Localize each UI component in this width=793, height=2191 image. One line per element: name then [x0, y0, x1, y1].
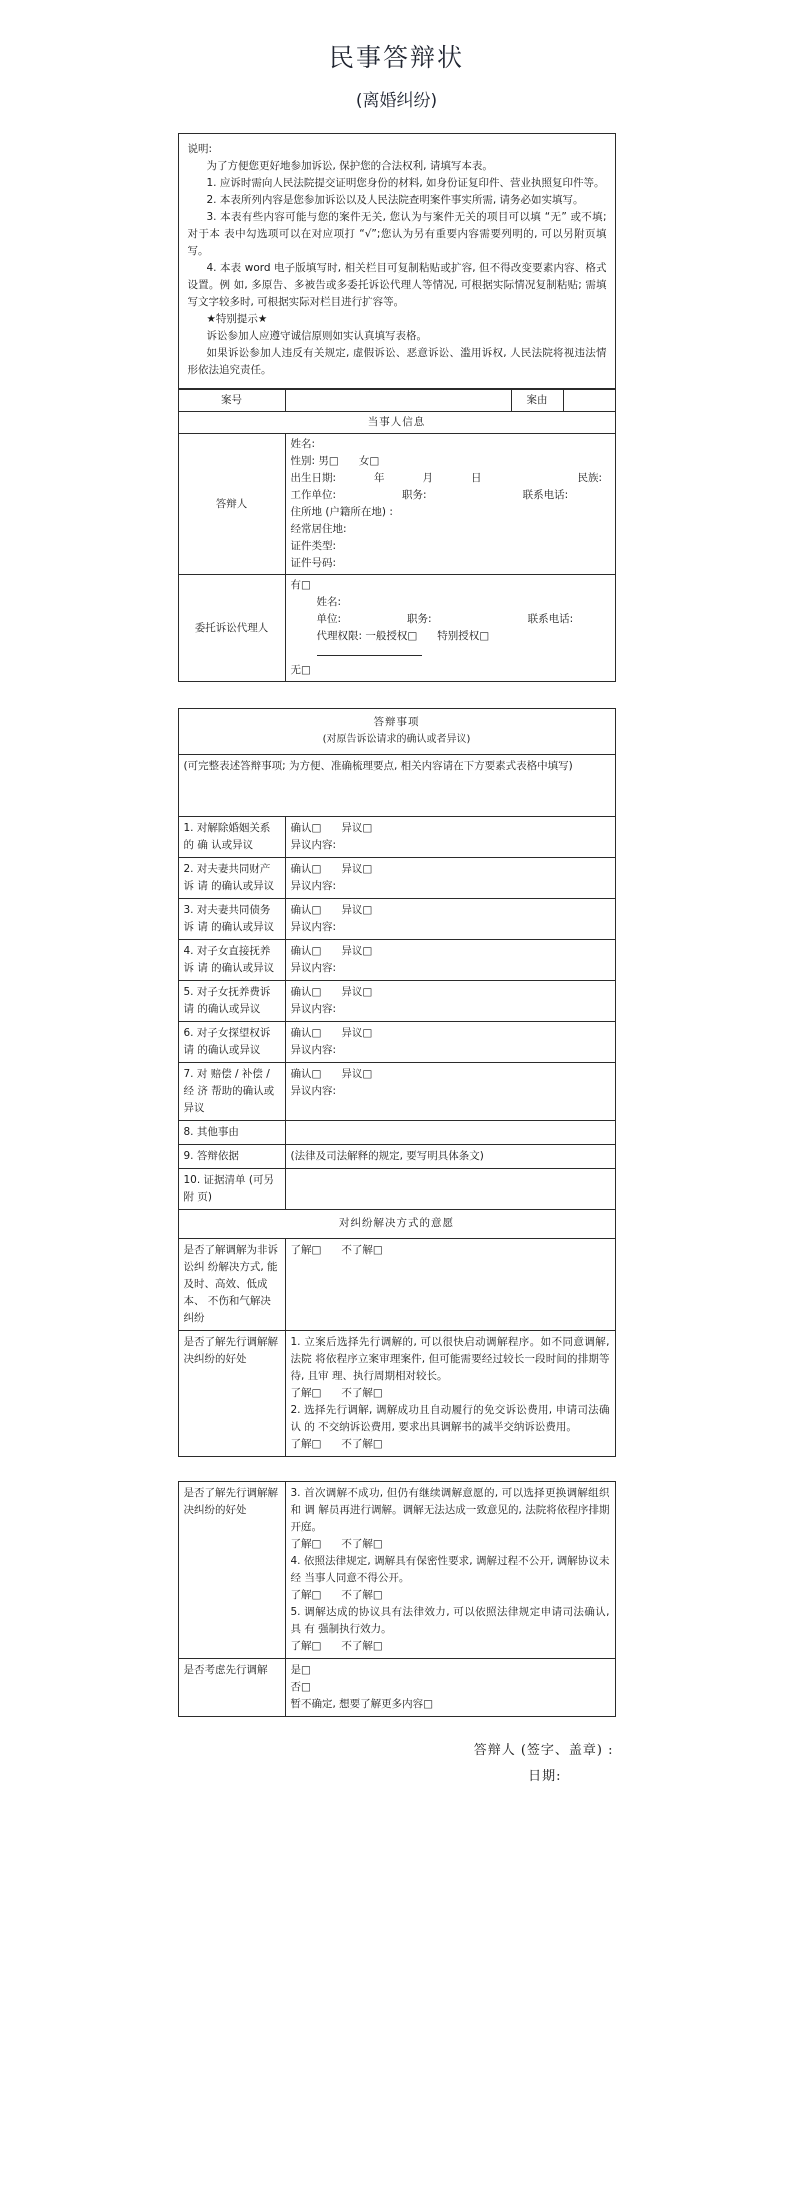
day-unit: 日	[471, 472, 482, 484]
defense-item-10-label: 10. 证据清单 (可另 附 页)	[178, 1169, 285, 1210]
date-line[interactable]: 日期:	[528, 1769, 562, 1785]
mediation-q3-options	[285, 1482, 615, 1659]
authority-detail-input[interactable]	[317, 645, 422, 656]
confirm-checkbox[interactable]: □	[311, 1027, 322, 1040]
defense-item-3-label: 3. 对夫妻共同债务诉 请 的确认或异议	[178, 899, 285, 940]
defense-free-note: (可完整表述答辩事项; 为方便、准确梳理要点, 相关内容请在下方要素式表格中填写)	[183, 760, 573, 773]
instructions-item-4: 4. 本表 word 电子版填写时, 相关栏目可复制粘贴或扩容, 但不得改变要素内容、格式设置。例 如, 多原告、多被告或多委托诉讼代理人等情况, 可根据实际情况复制粘贴; 需填写文字较多时, 可根据实际对栏目进行扩容等。	[187, 262, 607, 308]
objection-checkbox[interactable]: □	[362, 822, 373, 835]
confirm-label: 确认	[290, 1068, 312, 1081]
objection-content-label: 异议内容:	[290, 962, 337, 975]
table-row	[178, 1063, 615, 1121]
q3-know-checkbox-3[interactable]: □	[311, 1640, 322, 1653]
defense-free-text-area[interactable]	[178, 755, 615, 817]
instructions-item-2: 2. 本表所列内容是您参加诉讼以及人民法院查明案件事实所需, 请务必如实填写。	[206, 194, 584, 206]
objection-label: 异议	[341, 863, 363, 876]
instructions-item-1: 1. 应诉时需向人民法院提交证明您身份的材料, 如身份证复印件、营业执照复印件等。	[206, 177, 605, 189]
position-label: 职务:	[402, 489, 427, 501]
agent-label: 委托诉讼代理人	[178, 575, 285, 682]
field-gender	[291, 453, 610, 470]
defense-banner-subtitle: (对原告诉讼请求的确认或者异议)	[322, 734, 471, 745]
case-number-row	[178, 390, 615, 412]
year-unit: 年	[374, 472, 385, 484]
notice-line-2: 如果诉讼参加人违反有关规定, 虚假诉讼、恶意诉讼、滥用诉权, 人民法院将视违法情形依法追究责任。	[187, 347, 607, 376]
field-id-number: 证件号码:	[290, 557, 337, 569]
mediation-q2-options	[285, 1331, 615, 1457]
instructions-cell	[178, 134, 615, 389]
objection-content-label: 异议内容:	[290, 880, 337, 893]
q3-unknown-checkbox-2[interactable]: □	[372, 1589, 383, 1602]
q2-unknown-checkbox-2[interactable]: □	[372, 1438, 383, 1451]
special-notice-heading: ★特别提示★	[206, 313, 268, 325]
instructions-heading: 说明:	[187, 143, 213, 155]
q3-know-label: 了解	[290, 1538, 312, 1551]
agent-has-option	[291, 577, 610, 594]
agent-field-unit	[291, 611, 610, 628]
birth-label: 出生日期:	[290, 472, 337, 484]
confirm-checkbox[interactable]: □	[311, 1068, 322, 1081]
case-no-input[interactable]	[285, 390, 511, 412]
agent-unit-label: 单位:	[316, 613, 342, 625]
defense-item-1-value	[285, 817, 615, 858]
cause-label: 案由	[511, 390, 563, 412]
q2-unknown-label-2: 不了解	[341, 1438, 373, 1451]
q3-point-5: 5. 调解达成的协议具有法律效力, 可以依照法律规定申请司法确认, 具 有 强制执行效力。	[290, 1606, 610, 1636]
special-authority-label: 特别授权	[437, 630, 480, 642]
table-row	[178, 1121, 615, 1145]
objection-label: 异议	[341, 986, 363, 999]
respondent-row	[178, 434, 615, 575]
field-birth-date	[291, 470, 610, 487]
agent-has-label: 有	[290, 579, 301, 591]
mediation-q2-label: 是否了解先行调解解 决纠纷的好处	[178, 1331, 285, 1457]
respondent-fields	[285, 434, 615, 575]
defense-banner-title: 答辩事项	[373, 716, 420, 728]
table-row	[178, 858, 615, 899]
table-row	[178, 981, 615, 1022]
agent-row	[178, 575, 615, 682]
objection-label: 异议	[341, 904, 363, 917]
agent-position-label: 职务:	[407, 613, 432, 625]
confirm-checkbox[interactable]: □	[311, 863, 322, 876]
defense-item-2-label: 2. 对夫妻共同财产诉 请 的确认或异议	[178, 858, 285, 899]
signer-line[interactable]: 答辩人 (签字、盖章) :	[473, 1743, 614, 1759]
confirm-label: 确认	[290, 863, 312, 876]
table-row	[178, 1239, 615, 1331]
confirm-checkbox[interactable]: □	[311, 945, 322, 958]
table-row	[178, 940, 615, 981]
confirm-label: 确认	[290, 1027, 312, 1040]
defense-item-7-value	[285, 1063, 615, 1121]
defense-banner	[178, 709, 615, 755]
gender-female-label: 女	[358, 455, 370, 467]
q3-unknown-label-2: 不了解	[341, 1589, 373, 1602]
agent-authority-label: 代理权限: 一般授权	[316, 630, 408, 642]
page-subtitle: (离婚纠纷)	[355, 91, 438, 111]
q4-option-no[interactable]: 否□	[290, 1681, 311, 1694]
table-row	[178, 1145, 615, 1169]
table-row	[178, 1169, 615, 1210]
gender-label: 性别: 男	[290, 455, 329, 467]
q3-know-checkbox[interactable]: □	[311, 1538, 322, 1551]
table-row	[178, 817, 615, 858]
general-authority-checkbox[interactable]: □	[407, 630, 418, 642]
special-authority-checkbox[interactable]: □	[479, 630, 490, 642]
table-row	[178, 1331, 615, 1457]
table-row	[178, 899, 615, 940]
objection-label: 异议	[341, 822, 363, 835]
signature-block	[178, 1739, 616, 1784]
objection-content-label: 异议内容:	[290, 921, 337, 934]
q1-know-label: 了解	[290, 1244, 312, 1257]
objection-checkbox[interactable]: □	[362, 1027, 373, 1040]
objection-label: 异议	[341, 945, 363, 958]
objection-label: 异议	[341, 1027, 363, 1040]
q1-unknown-checkbox[interactable]: □	[372, 1244, 383, 1257]
defense-item-6-label: 6. 对子女探望权诉请 的确认或异议	[178, 1022, 285, 1063]
q2-point-1: 1. 立案后选择先行调解的, 可以很快启动调解程序。如不同意调解, 法院 将依程序立案审理案件, 但可能需要经过较长一段时间的排期等待, 且审 理、执行周期相对较长。	[290, 1336, 610, 1383]
defense-item-10-input[interactable]	[285, 1169, 615, 1210]
objection-checkbox[interactable]: □	[362, 863, 373, 876]
work-unit-label: 工作单位:	[290, 489, 337, 501]
field-work-unit	[291, 487, 610, 504]
field-name: 姓名:	[290, 438, 316, 450]
defense-item-5-label: 5. 对子女抚养费诉请 的确认或异议	[178, 981, 285, 1022]
confirm-label: 确认	[290, 945, 312, 958]
objection-label: 异议	[341, 1068, 363, 1081]
agent-fields	[285, 575, 615, 682]
confirm-label: 确认	[290, 904, 312, 917]
defense-item-5-value	[285, 981, 615, 1022]
q2-unknown-label: 不了解	[341, 1387, 373, 1400]
objection-checkbox[interactable]: □	[362, 945, 373, 958]
agent-none-label: 无	[290, 664, 301, 676]
q3-unknown-checkbox-3[interactable]: □	[372, 1640, 383, 1653]
case-no-label: 案号	[178, 390, 285, 412]
objection-content-label: 异议内容:	[290, 1085, 337, 1098]
q1-unknown-label: 不了解	[341, 1244, 373, 1257]
gender-male-checkbox[interactable]: □	[328, 455, 339, 467]
defense-item-8-input[interactable]	[285, 1121, 615, 1145]
instructions-item-3: 3. 本表有些内容可能与您的案件无关, 您认为与案件无关的项目可以填 “无” 或不填; 对于本 表中勾选项可以在对应项打 “√”;您认为另有重要内容需要列明的, 可以另附页填写。	[187, 211, 607, 257]
q2-point-2: 2. 选择先行调解, 调解成功且自动履行的免交诉讼费用, 申请司法确认 的 不交纳诉讼费用, 要求出具调解书的减半交纳诉讼费用。	[290, 1404, 610, 1434]
confirm-label: 确认	[290, 822, 312, 835]
mediation-q1-label: 是否了解调解为非诉 讼纠 纷解决方式, 能 及时、高效、低成本、 不伤和气解决纠纷	[178, 1239, 285, 1331]
table-row	[178, 1659, 615, 1717]
mediation-q4-label: 是否考虑先行调解	[178, 1659, 285, 1717]
confirm-checkbox[interactable]: □	[311, 986, 322, 999]
agent-field-authority	[291, 628, 610, 662]
party-info-banner: 当事人信息	[178, 412, 615, 434]
q3-unknown-checkbox[interactable]: □	[372, 1538, 383, 1551]
agent-phone-label: 联系电话:	[527, 613, 574, 625]
q4-option-undecided[interactable]: 暂不确定, 想要了解更多内容□	[290, 1698, 434, 1711]
objection-checkbox[interactable]: □	[362, 986, 373, 999]
ethnicity-label: 民族:	[577, 472, 603, 484]
agent-field-name: 姓名:	[316, 596, 342, 608]
defense-item-4-value	[285, 940, 615, 981]
party-info-table	[178, 389, 616, 682]
page-title: 民事答辩状	[328, 43, 464, 72]
q3-point-4: 4. 依照法律规定, 调解具有保密性要求, 调解过程不公开, 调解协议未经 当事人同意不得公开。	[290, 1555, 610, 1585]
agent-has-checkbox[interactable]: □	[301, 579, 311, 591]
objection-content-label: 异议内容:	[290, 839, 337, 852]
mediation-banner: 对纠纷解决方式的意愿	[178, 1210, 615, 1239]
defense-item-8-label: 8. 其他事由	[178, 1121, 285, 1145]
defense-item-2-value	[285, 858, 615, 899]
q3-unknown-label: 不了解	[341, 1538, 373, 1551]
mediation-q4-options	[285, 1659, 615, 1717]
table-row	[178, 1482, 615, 1659]
agent-none-checkbox[interactable]: □	[301, 664, 311, 676]
month-unit: 月	[422, 472, 434, 484]
gender-female-checkbox[interactable]: □	[369, 455, 380, 467]
defense-item-1-label: 1. 对解除婚姻关系的 确 认或异议	[178, 817, 285, 858]
q2-unknown-checkbox[interactable]: □	[372, 1387, 383, 1400]
defense-items-table	[178, 708, 616, 1457]
q3-point-3: 3. 首次调解不成功, 但仍有继续调解意愿的, 可以选择更换调解组织和 调 解员再进行调解。调解无法达成一致意见的, 法院将依程序排期开庭。	[290, 1487, 610, 1534]
q2-know-checkbox-2[interactable]: □	[311, 1438, 322, 1451]
instructions-table	[178, 133, 616, 389]
q3-know-checkbox-2[interactable]: □	[311, 1589, 322, 1602]
phone-label: 联系电话:	[522, 489, 569, 501]
q2-know-label: 了解	[290, 1387, 312, 1400]
field-residence: 经常居住地:	[290, 523, 347, 535]
defense-item-4-label: 4. 对子女直接抚养诉 请 的确认或异议	[178, 940, 285, 981]
notice-line-1: 诉讼参加人应遵守诚信原则如实认真填写表格。	[206, 330, 427, 342]
agent-none-option	[291, 662, 610, 679]
defense-item-6-value	[285, 1022, 615, 1063]
q3-know-label-2: 了解	[290, 1589, 312, 1602]
instructions-lead: 为了方便您更好地参加诉讼, 保护您的合法权利, 请填写本表。	[206, 160, 493, 172]
objection-content-label: 异议内容:	[290, 1003, 337, 1016]
confirm-checkbox[interactable]: □	[311, 904, 322, 917]
confirm-label: 确认	[290, 986, 312, 999]
field-id-type: 证件类型:	[290, 540, 337, 552]
respondent-label: 答辩人	[178, 434, 285, 575]
objection-checkbox[interactable]: □	[362, 904, 373, 917]
q2-know-checkbox[interactable]: □	[311, 1387, 322, 1400]
objection-checkbox[interactable]: □	[362, 1068, 373, 1081]
objection-content-label: 异议内容:	[290, 1044, 337, 1057]
confirm-checkbox[interactable]: □	[311, 822, 322, 835]
mediation-q3-label: 是否了解先行调解解 决纠纷的好处	[178, 1482, 285, 1659]
mediation-table-2	[178, 1481, 616, 1717]
field-domicile: 住所地 (户籍所在地) :	[290, 506, 393, 518]
q4-option-yes[interactable]: 是□	[290, 1664, 311, 1677]
defense-item-3-value	[285, 899, 615, 940]
q2-know-label-2: 了解	[290, 1438, 312, 1451]
mediation-q1-options	[285, 1239, 615, 1331]
defense-item-9-label: 9. 答辩依据	[178, 1145, 285, 1169]
q3-unknown-label-3: 不了解	[341, 1640, 373, 1653]
defense-item-9-value[interactable]: (法律及司法解释的规定, 要写明具体条文)	[285, 1145, 615, 1169]
cause-input[interactable]	[563, 390, 615, 412]
table-row	[178, 1022, 615, 1063]
q1-know-checkbox[interactable]: □	[311, 1244, 322, 1257]
defense-item-7-label: 7. 对 赔偿 / 补偿 / 经 济 帮助的确认或异议	[178, 1063, 285, 1121]
q3-know-label-3: 了解	[290, 1640, 312, 1653]
